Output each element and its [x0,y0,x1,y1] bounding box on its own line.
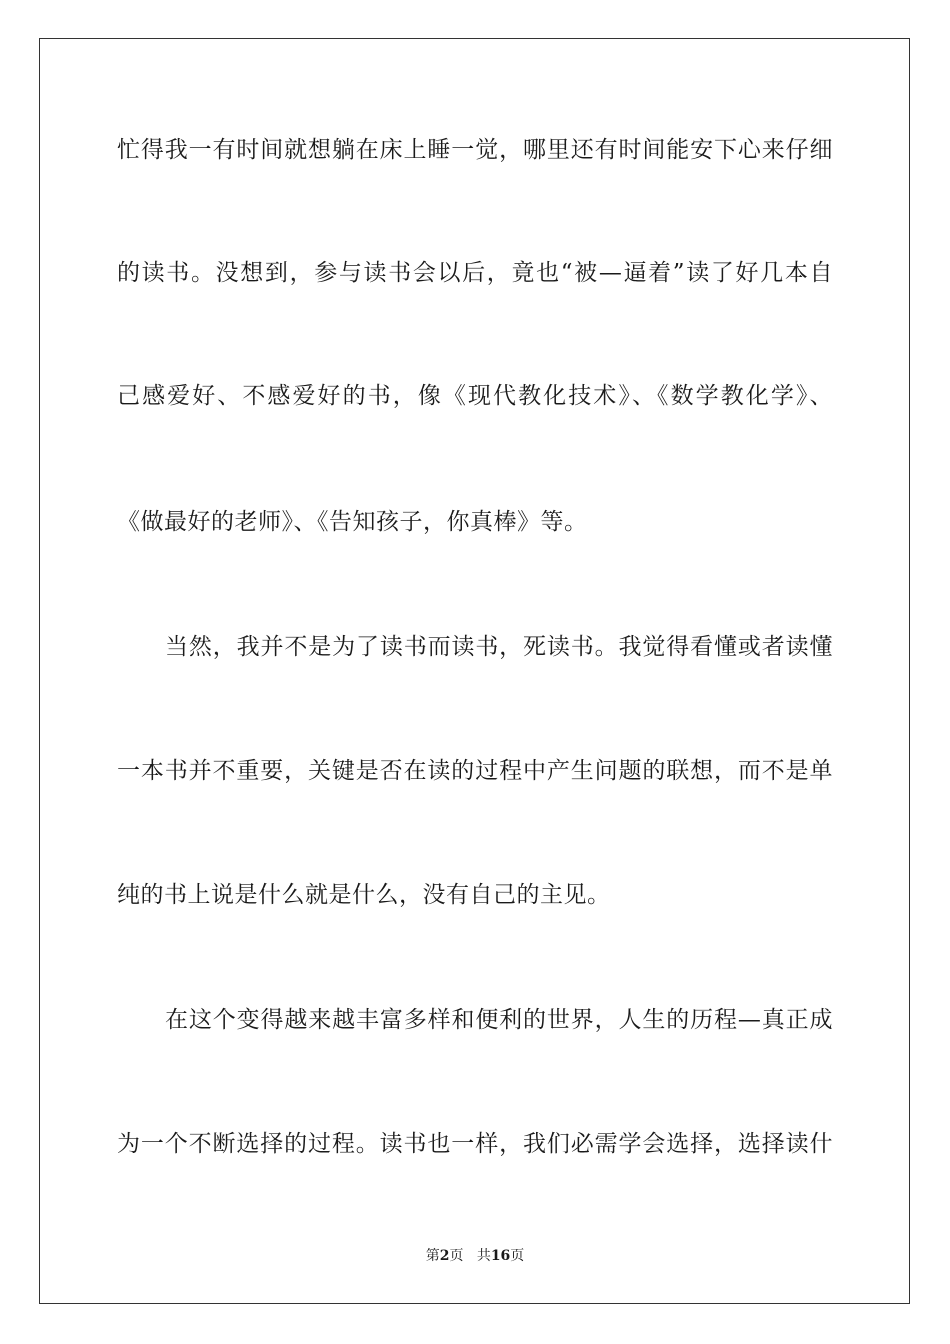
text-line-3: 己感爱好、不感爱好的书，像《现代教化技术》、《数学教化学》、 [117,383,833,409]
total-page-count: 16 [490,1248,511,1264]
text-line-6: 一本书并不重要，关键是否在读的过程中产生问题的联想，而不是单 [117,758,833,784]
text-line-9: 为一个不断选择的过程。读书也一样，我们必需学会选择，选择读什 [117,1131,833,1157]
current-page-number: 2 [439,1248,450,1264]
total-unit: 页 [510,1248,525,1264]
text-line-4: 《做最好的老师》、《告知孩子，你真棒》等。 [117,509,588,535]
page-frame [39,38,910,1304]
text-line-7: 纯的书上说是什么就是什么，没有自己的主见。 [117,882,611,908]
text-line-5: 当然，我并不是为了读书而读书，死读书。我觉得看懂或者读懂 [165,634,833,660]
page-prefix: 第 [425,1248,440,1264]
text-line-2: 的读书。没想到，参与读书会以后，竟也“被—逼着”读了好几本自 [117,260,833,286]
page-footer [0,1247,950,1265]
total-prefix: 共 [476,1248,491,1264]
text-line-1: 忙得我一有时间就想躺在床上睡一觉，哪里还有时间能安下心来仔细 [117,137,833,163]
page-unit: 页 [449,1248,464,1264]
text-line-8: 在这个变得越来越丰富多样和便利的世界，人生的历程—真正成 [165,1007,833,1033]
